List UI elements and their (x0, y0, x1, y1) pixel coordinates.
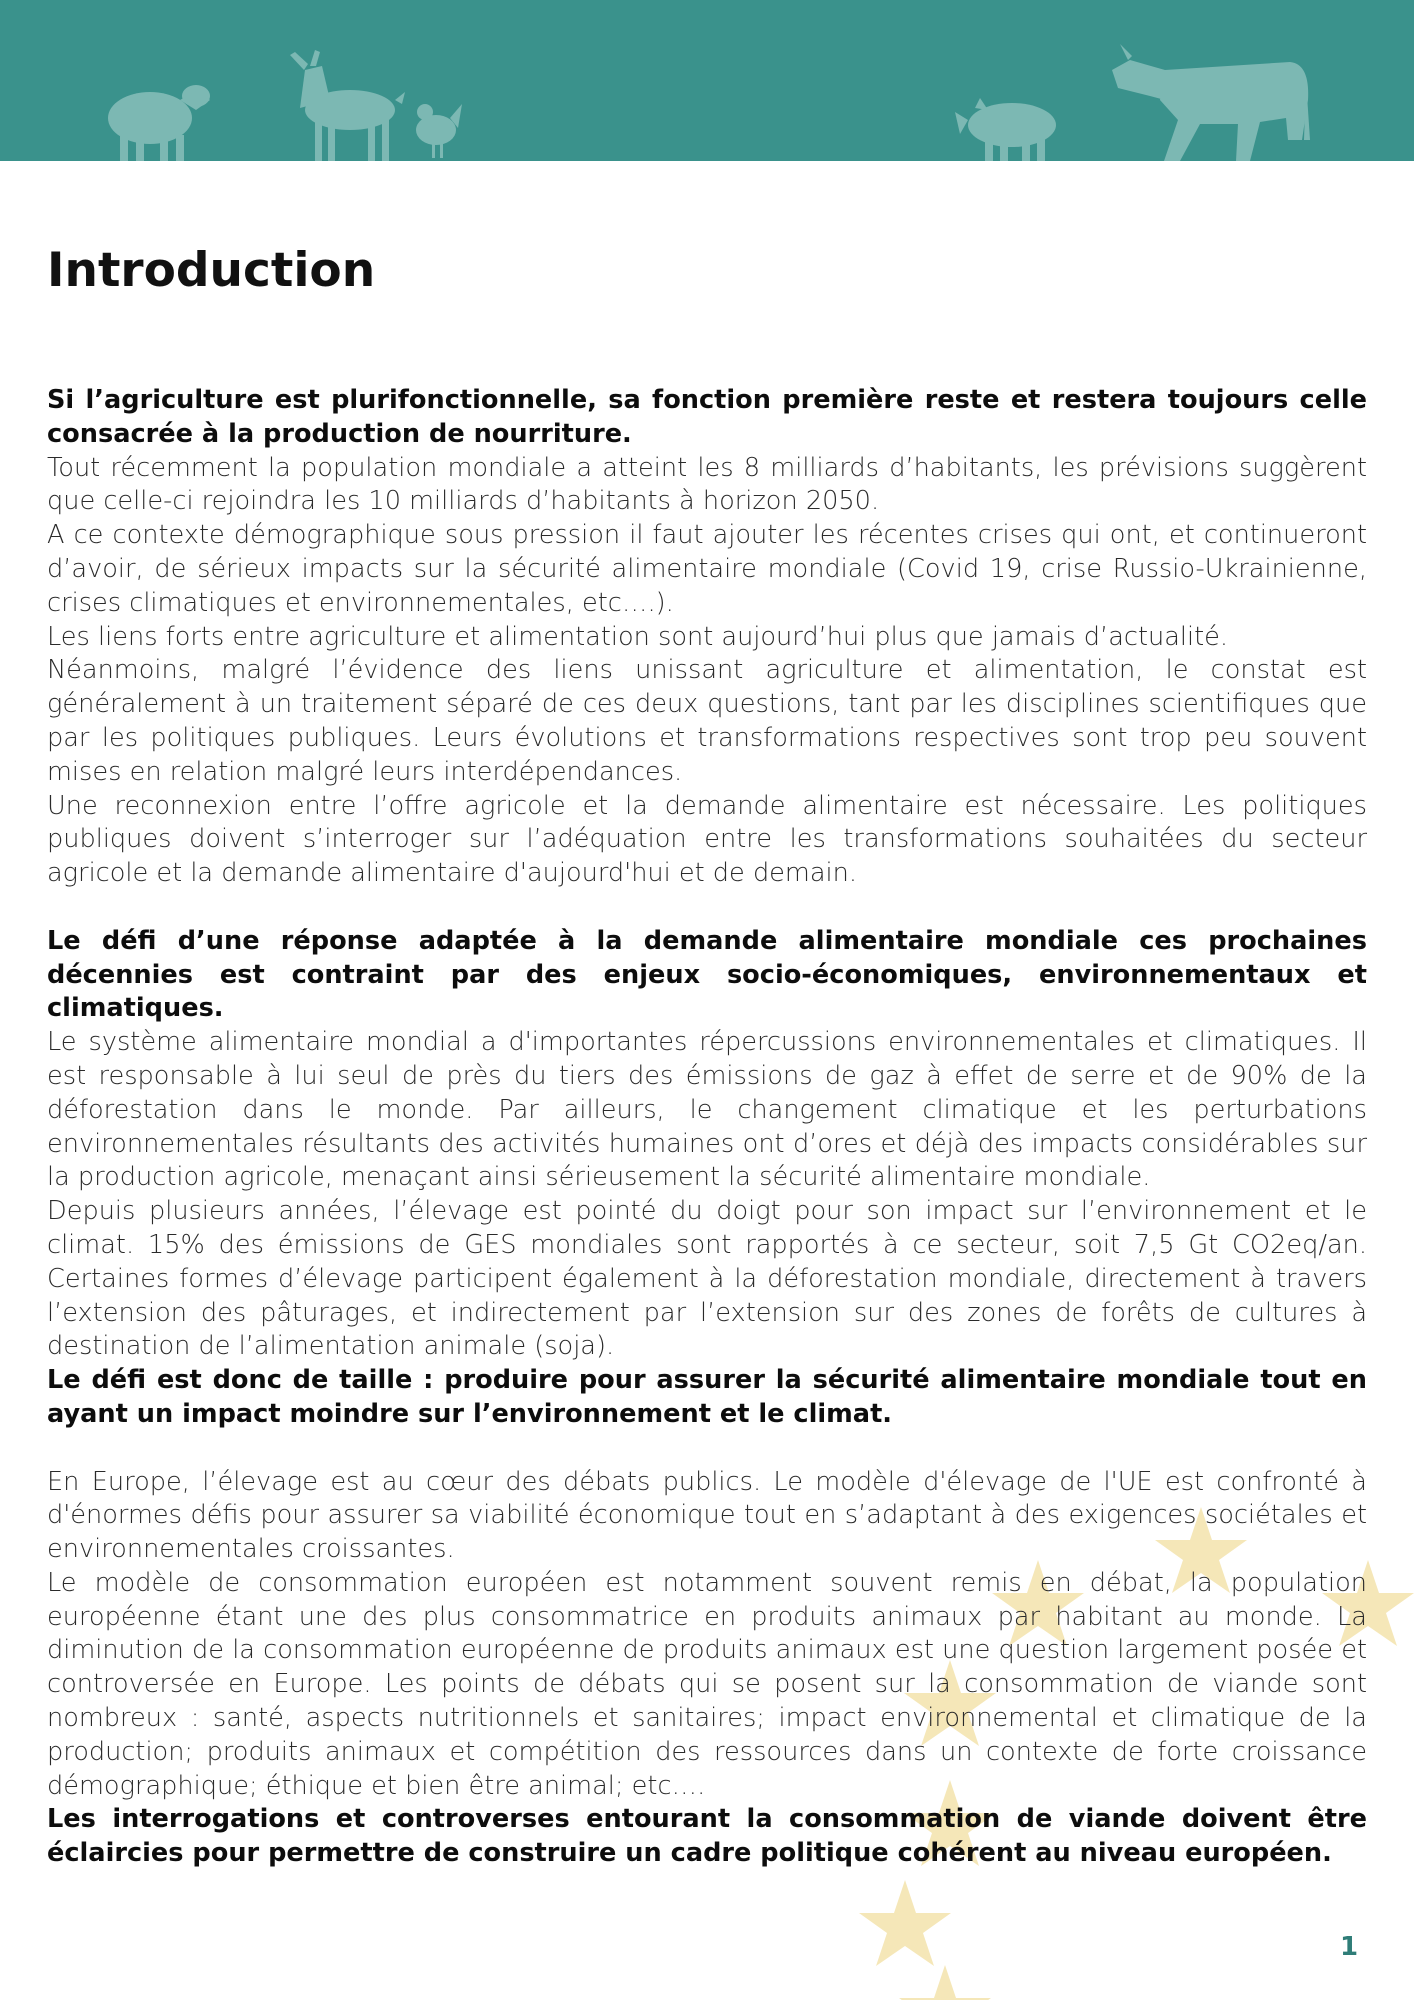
pig-icon (955, 98, 1056, 161)
paragraph: Néanmoins, malgré l’évidence des liens unissant agriculture et alimentation, le constat est généralement à un traitement séparé de ces deux questions, tant par les disciplines scientifiques que par les politiques publiques. Leurs évolutions et transformations respectives sont trop peu souvent mises en relation malgré leurs interdépendances. (47, 655, 1367, 787)
paragraph: Le système alimentaire mondial a d'importantes répercussions environnementales et climatiques. Il est responsable à lui seul de près du tiers des émissions de gaz à effet de serre et de 90% de la déforestation dans le monde. Par ailleurs, le changement climatique et les perturbations environnementales résultants des activités humaines ont d’ores et déjà des impacts considérables sur la production agricole, menaçant ainsi sérieusement la sécurité alimentaire mondiale. (47, 1027, 1367, 1193)
hen-icon (416, 104, 462, 158)
paragraph: Tout récemment la population mondiale a atteint les 8 milliards d’habitants, les prévisions suggèrent que celle-ci rejoindra les 10 milliards d’habitants à horizon 2050. (47, 452, 1367, 517)
paragraph: Le modèle de consommation européen est notamment souvent remis en débat, la population européenne étant une des plus consommatrice en produits animaux par habitant au monde. La diminution de la consommation européenne de produits animaux est une question largement posée et controversée en Europe. Les points de débats qui se posent sur la consommation de viande sont nombreux : santé, aspects nutritionnels et sanitaires; impact environnemental et climatique de la production; produits animaux et compétition des ressources dans un contexte de forte croissance démographique; éthique et bien être animal; etc…. (47, 1567, 1367, 1801)
animal-silhouettes (0, 0, 1414, 161)
eu-star-icon (859, 1880, 951, 1966)
paragraph: Depuis plusieurs années, l’élevage est pointé du doigt pour son impact sur l’environnement et le climat. 15% des émissions de GES mondiales sont rapportés à ce secteur, soit 7,5 Gt CO2eq/an. Certaines formes d’élevage participent également à la déforestation mondiale, directement à travers l’extension des pâturages, et indirectement par l’extension sur des zones de forêts de cultures à destination de l’alimentation animale (soja). (47, 1196, 1367, 1362)
paragraph: Les liens forts entre agriculture et alimentation sont aujourd’hui plus que jamais d’actualité. (47, 621, 1229, 652)
page-title: Introduction (47, 243, 376, 298)
paragraph-spacer (47, 1432, 1367, 1466)
paragraph: En Europe, l’élevage est au cœur des débats publics. Le modèle d'élevage de l'UE est confronté à d'énormes défis pour assurer sa viabilité économique tout en s’adaptant à des exigences sociétales et environnementales croissantes. (47, 1466, 1367, 1565)
eu-star-icon (899, 1965, 991, 2000)
paragraph-conclusion: Les interrogations et controverses entourant la consommation de viande doivent être éclaircies pour permettre de construire un cadre politique cohérent au niveau européen. (47, 1804, 1367, 1869)
sheep-icon (108, 85, 210, 161)
body-text (47, 384, 1367, 1871)
paragraph-lead: Si l’agriculture est plurifonctionnelle, sa fonction première reste et restera toujours celle consacrée à la production de nourriture. (47, 385, 1367, 449)
goat-icon (290, 50, 405, 161)
paragraph-spacer (47, 891, 1367, 925)
paragraph-lead: Le défi d’une réponse adaptée à la demande alimentaire mondiale ces prochaines décennies est contraint par des enjeux socio-économiques, environnementaux et climatiques. (47, 925, 1367, 1024)
paragraph: A ce contexte démographique sous pression il faut ajouter les récentes crises qui ont, et continueront d’avoir, de sérieux impacts sur la sécurité alimentaire mondiale (Covid 19, crise Russio-Ukrainienne, crises climatiques et environnementales, etc….). (47, 520, 1367, 618)
cow-icon (1112, 44, 1310, 161)
header-banner (0, 0, 1414, 161)
paragraph-conclusion: Le défi est donc de taille : produire pour assurer la sécurité alimentaire mondiale tout en ayant un impact moindre sur l’environnement et le climat. (47, 1365, 1367, 1429)
paragraph: Une reconnexion entre l’offre agricole et la demande alimentaire est nécessaire. Les politiques publiques doivent s’interroger sur l’adéquation entre les transformations souhaitées du secteur agricole et la demande alimentaire d'aujourd'hui et de demain. (47, 790, 1367, 889)
page-number: 1 (1340, 1932, 1359, 1962)
